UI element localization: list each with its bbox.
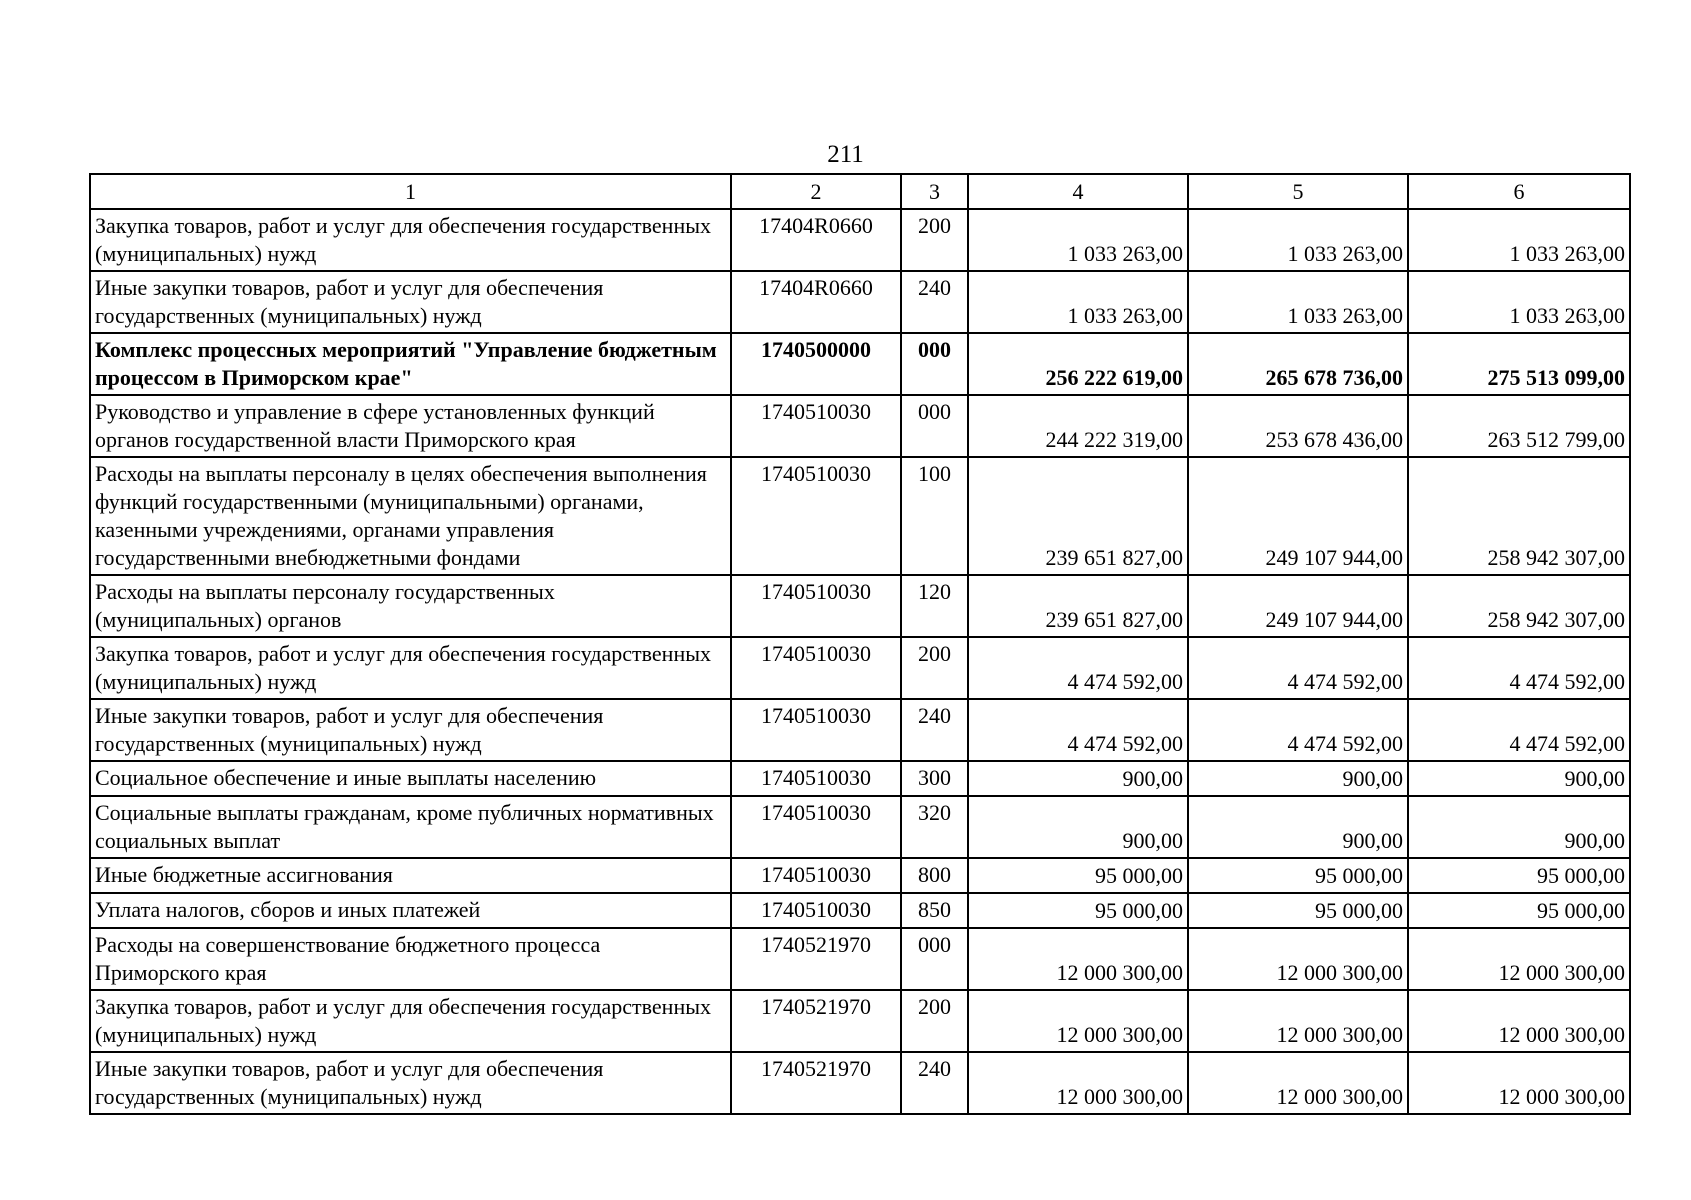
row-value-4: 244 222 319,00	[968, 395, 1188, 457]
page-number: 211	[827, 141, 864, 168]
row-name: Социальные выплаты гражданам, кроме публичных нормативных социальных выплат	[90, 796, 731, 858]
row-type: 800	[901, 858, 968, 893]
row-code: 1740500000	[731, 333, 901, 395]
row-value-5: 1 033 263,00	[1188, 271, 1408, 333]
row-type: 120	[901, 575, 968, 637]
row-value-5: 95 000,00	[1188, 858, 1408, 893]
table-row	[90, 575, 1630, 637]
table-row	[90, 893, 1630, 928]
row-type: 240	[901, 1052, 968, 1114]
row-type: 240	[901, 699, 968, 761]
row-value-6: 263 512 799,00	[1408, 395, 1630, 457]
row-value-6: 900,00	[1408, 761, 1630, 796]
row-name: Расходы на выплаты персоналу в целях обеспечения выполнения функций государственными (муниципальными) органами, казенными учреждениями, органами управления государственными внебюджетными фондами	[90, 457, 731, 575]
row-value-4: 12 000 300,00	[968, 990, 1188, 1052]
row-value-4: 4 474 592,00	[968, 699, 1188, 761]
row-value-5: 4 474 592,00	[1188, 637, 1408, 699]
row-value-5: 249 107 944,00	[1188, 457, 1408, 575]
row-value-4: 4 474 592,00	[968, 637, 1188, 699]
row-code: 17404R0660	[731, 209, 901, 271]
row-type: 240	[901, 271, 968, 333]
row-value-6: 4 474 592,00	[1408, 699, 1630, 761]
row-value-6: 12 000 300,00	[1408, 990, 1630, 1052]
row-value-5: 95 000,00	[1188, 893, 1408, 928]
row-type: 000	[901, 395, 968, 457]
row-code: 1740521970	[731, 928, 901, 990]
row-value-5: 12 000 300,00	[1188, 1052, 1408, 1114]
row-value-6: 4 474 592,00	[1408, 637, 1630, 699]
row-type: 200	[901, 209, 968, 271]
row-value-4: 12 000 300,00	[968, 1052, 1188, 1114]
row-value-6: 1 033 263,00	[1408, 209, 1630, 271]
row-name: Иные закупки товаров, работ и услуг для обеспечения государственных (муниципальных) нужд	[90, 1052, 731, 1114]
table-row	[90, 796, 1630, 858]
table-row	[90, 761, 1630, 796]
row-code: 1740510030	[731, 699, 901, 761]
header-row	[90, 174, 1630, 209]
table-row	[90, 928, 1630, 990]
table-row	[90, 457, 1630, 575]
row-type: 320	[901, 796, 968, 858]
table-row	[90, 209, 1630, 271]
row-value-5: 1 033 263,00	[1188, 209, 1408, 271]
table-row	[90, 271, 1630, 333]
row-value-6: 12 000 300,00	[1408, 928, 1630, 990]
row-code: 1740521970	[731, 990, 901, 1052]
row-value-4: 239 651 827,00	[968, 457, 1188, 575]
row-value-6: 900,00	[1408, 796, 1630, 858]
table-row	[90, 990, 1630, 1052]
row-code: 1740521970	[731, 1052, 901, 1114]
row-code: 1740510030	[731, 893, 901, 928]
row-type: 000	[901, 928, 968, 990]
row-name: Иные бюджетные ассигнования	[90, 858, 731, 893]
table-row	[90, 1052, 1630, 1114]
row-name: Руководство и управление в сфере установленных функций органов государственной власти Приморского края	[90, 395, 731, 457]
row-name: Расходы на выплаты персоналу государственных (муниципальных) органов	[90, 575, 731, 637]
row-type: 850	[901, 893, 968, 928]
column-header-5: 5	[1188, 174, 1408, 209]
table-row	[90, 858, 1630, 893]
row-code: 1740510030	[731, 637, 901, 699]
column-header-1: 1	[90, 174, 731, 209]
column-header-2: 2	[731, 174, 901, 209]
row-value-4: 239 651 827,00	[968, 575, 1188, 637]
row-value-4: 12 000 300,00	[968, 928, 1188, 990]
column-header-6: 6	[1408, 174, 1630, 209]
row-value-5: 4 474 592,00	[1188, 699, 1408, 761]
row-type: 200	[901, 990, 968, 1052]
row-value-4: 900,00	[968, 761, 1188, 796]
row-type: 300	[901, 761, 968, 796]
row-name: Иные закупки товаров, работ и услуг для обеспечения государственных (муниципальных) нужд	[90, 271, 731, 333]
row-name: Иные закупки товаров, работ и услуг для обеспечения государственных (муниципальных) нужд	[90, 699, 731, 761]
row-value-4: 1 033 263,00	[968, 271, 1188, 333]
row-value-4: 900,00	[968, 796, 1188, 858]
row-type: 000	[901, 333, 968, 395]
row-name: Закупка товаров, работ и услуг для обеспечения государственных (муниципальных) нужд	[90, 990, 731, 1052]
row-value-4: 256 222 619,00	[968, 333, 1188, 395]
row-value-6: 95 000,00	[1408, 858, 1630, 893]
column-header-3: 3	[901, 174, 968, 209]
row-code: 17404R0660	[731, 271, 901, 333]
budget-table	[89, 173, 1631, 1115]
row-value-5: 900,00	[1188, 796, 1408, 858]
row-code: 1740510030	[731, 858, 901, 893]
row-code: 1740510030	[731, 457, 901, 575]
table-row	[90, 333, 1630, 395]
row-value-5: 265 678 736,00	[1188, 333, 1408, 395]
row-value-6: 1 033 263,00	[1408, 271, 1630, 333]
row-name: Закупка товаров, работ и услуг для обеспечения государственных (муниципальных) нужд	[90, 637, 731, 699]
table-row	[90, 699, 1630, 761]
row-code: 1740510030	[731, 761, 901, 796]
row-value-6: 275 513 099,00	[1408, 333, 1630, 395]
row-value-5: 249 107 944,00	[1188, 575, 1408, 637]
row-name: Социальное обеспечение и иные выплаты населению	[90, 761, 731, 796]
row-value-4: 95 000,00	[968, 893, 1188, 928]
row-value-5: 12 000 300,00	[1188, 990, 1408, 1052]
row-name: Уплата налогов, сборов и иных платежей	[90, 893, 731, 928]
row-value-6: 12 000 300,00	[1408, 1052, 1630, 1114]
column-header-4: 4	[968, 174, 1188, 209]
row-value-4: 95 000,00	[968, 858, 1188, 893]
row-value-5: 900,00	[1188, 761, 1408, 796]
row-code: 1740510030	[731, 575, 901, 637]
row-name: Комплекс процессных мероприятий "Управление бюджетным процессом в Приморском крае"	[90, 333, 731, 395]
row-value-4: 1 033 263,00	[968, 209, 1188, 271]
row-type: 100	[901, 457, 968, 575]
row-value-6: 258 942 307,00	[1408, 575, 1630, 637]
row-code: 1740510030	[731, 395, 901, 457]
row-value-5: 253 678 436,00	[1188, 395, 1408, 457]
row-type: 200	[901, 637, 968, 699]
table-body	[90, 174, 1630, 1114]
row-name: Закупка товаров, работ и услуг для обеспечения государственных (муниципальных) нужд	[90, 209, 731, 271]
row-value-6: 95 000,00	[1408, 893, 1630, 928]
row-code: 1740510030	[731, 796, 901, 858]
row-name: Расходы на совершенствование бюджетного процесса Приморского края	[90, 928, 731, 990]
row-value-6: 258 942 307,00	[1408, 457, 1630, 575]
row-value-5: 12 000 300,00	[1188, 928, 1408, 990]
table-row	[90, 637, 1630, 699]
table-row	[90, 395, 1630, 457]
